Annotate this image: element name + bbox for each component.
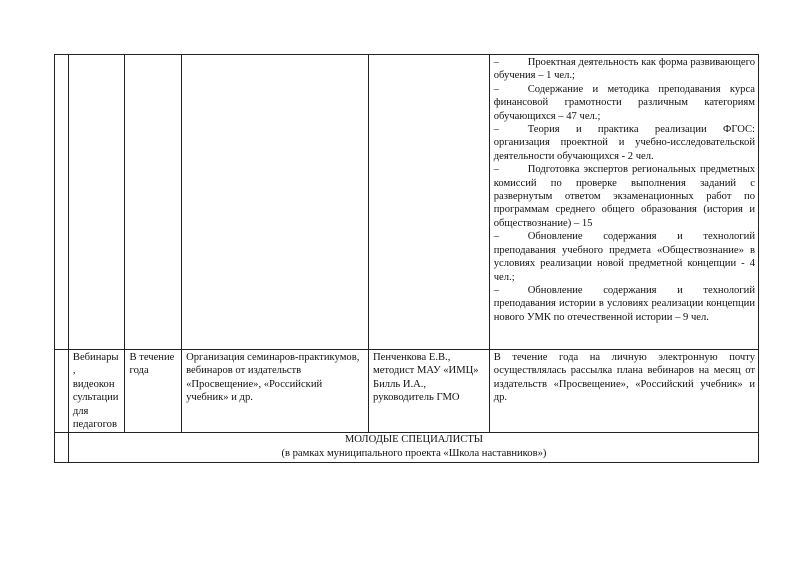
cell-number bbox=[55, 350, 69, 433]
list-item bbox=[494, 230, 755, 284]
list-item bbox=[494, 123, 755, 163]
section-heading-cell bbox=[68, 433, 758, 463]
document-table bbox=[54, 54, 759, 463]
list-item bbox=[494, 163, 755, 230]
list-item-text: Теория и практика реализации ФГОС: организация проектной и учебно-исследовательской деятельности обучающихся - 2 чел. bbox=[493, 124, 755, 162]
dash-bullet: – bbox=[493, 284, 500, 296]
cell-period bbox=[125, 55, 182, 350]
cell-result: В течение года на личную электронную почту осуществлялась рассылка плана вебинаров на месяц от издательств «Просвещение», «Российский учебник» и др. bbox=[489, 350, 758, 433]
list-item bbox=[494, 284, 755, 324]
dash-bullet: – bbox=[493, 83, 500, 95]
form-line: педагогов bbox=[72, 419, 117, 431]
list-item-text: Проектная деятельность как форма развивающего обучения – 1 чел.; bbox=[493, 57, 755, 82]
list-item-text: Содержание и методика преподавания курса финансовой грамотности различным категориям обучающихся – 47 чел.; bbox=[493, 83, 755, 122]
list-item-text: Обновление содержания и технологий преподавания истории в условиях реализации концепции нового УМК по отечественной истории – 9 чел. bbox=[493, 284, 755, 323]
form-line: Вебинары bbox=[72, 352, 119, 363]
cell-result-list bbox=[489, 55, 758, 350]
cell-number bbox=[55, 55, 69, 350]
section-title: МОЛОДЫЕ СПЕЦИАЛИСТЫ bbox=[344, 434, 484, 446]
cell-form bbox=[68, 350, 125, 433]
form-line: , bbox=[72, 365, 76, 377]
cell-responsible bbox=[369, 55, 490, 350]
dash-bullet: – bbox=[493, 164, 500, 176]
dash-bullet: – bbox=[493, 124, 500, 136]
list-item-text: Подготовка экспертов региональных предметных комиссий по проверке выполнения заданий с развернутым ответом экзаменационных работ по программам среднего общего образования (история и обществознание) – 15 bbox=[493, 164, 755, 229]
dash-bullet: – bbox=[493, 231, 500, 243]
table-row-webinars bbox=[55, 350, 759, 433]
list-item bbox=[494, 83, 755, 123]
form-line: для bbox=[72, 405, 89, 417]
cell-responsible: Пенченкова Е.В., методист МАУ «ИМЦ» Билль И.А., руководитель ГМО bbox=[369, 350, 490, 433]
section-subtitle: (в рамках муниципального проекта «Школа наставников») bbox=[281, 447, 547, 459]
table-row-section-heading bbox=[55, 433, 759, 463]
cell-number bbox=[55, 433, 69, 463]
form-line: сультации bbox=[72, 392, 119, 404]
cell-form bbox=[68, 55, 125, 350]
table-row-continuation bbox=[55, 55, 759, 350]
list-item bbox=[494, 56, 755, 83]
dash-bullet: – bbox=[493, 57, 500, 68]
cell-content bbox=[182, 55, 369, 350]
list-item-text: Обновление содержания и технологий преподавания учебного предмета «Обществознание» в условиях реализации новой предметной концепции - 4 чел.; bbox=[493, 231, 755, 283]
form-line: видеокон bbox=[72, 378, 115, 390]
cell-content: Организация семинаров-практикумов, вебинаров от издательств «Просвещение», «Российский учебник» и др. bbox=[182, 350, 369, 433]
cell-period: В течение года bbox=[125, 350, 182, 433]
